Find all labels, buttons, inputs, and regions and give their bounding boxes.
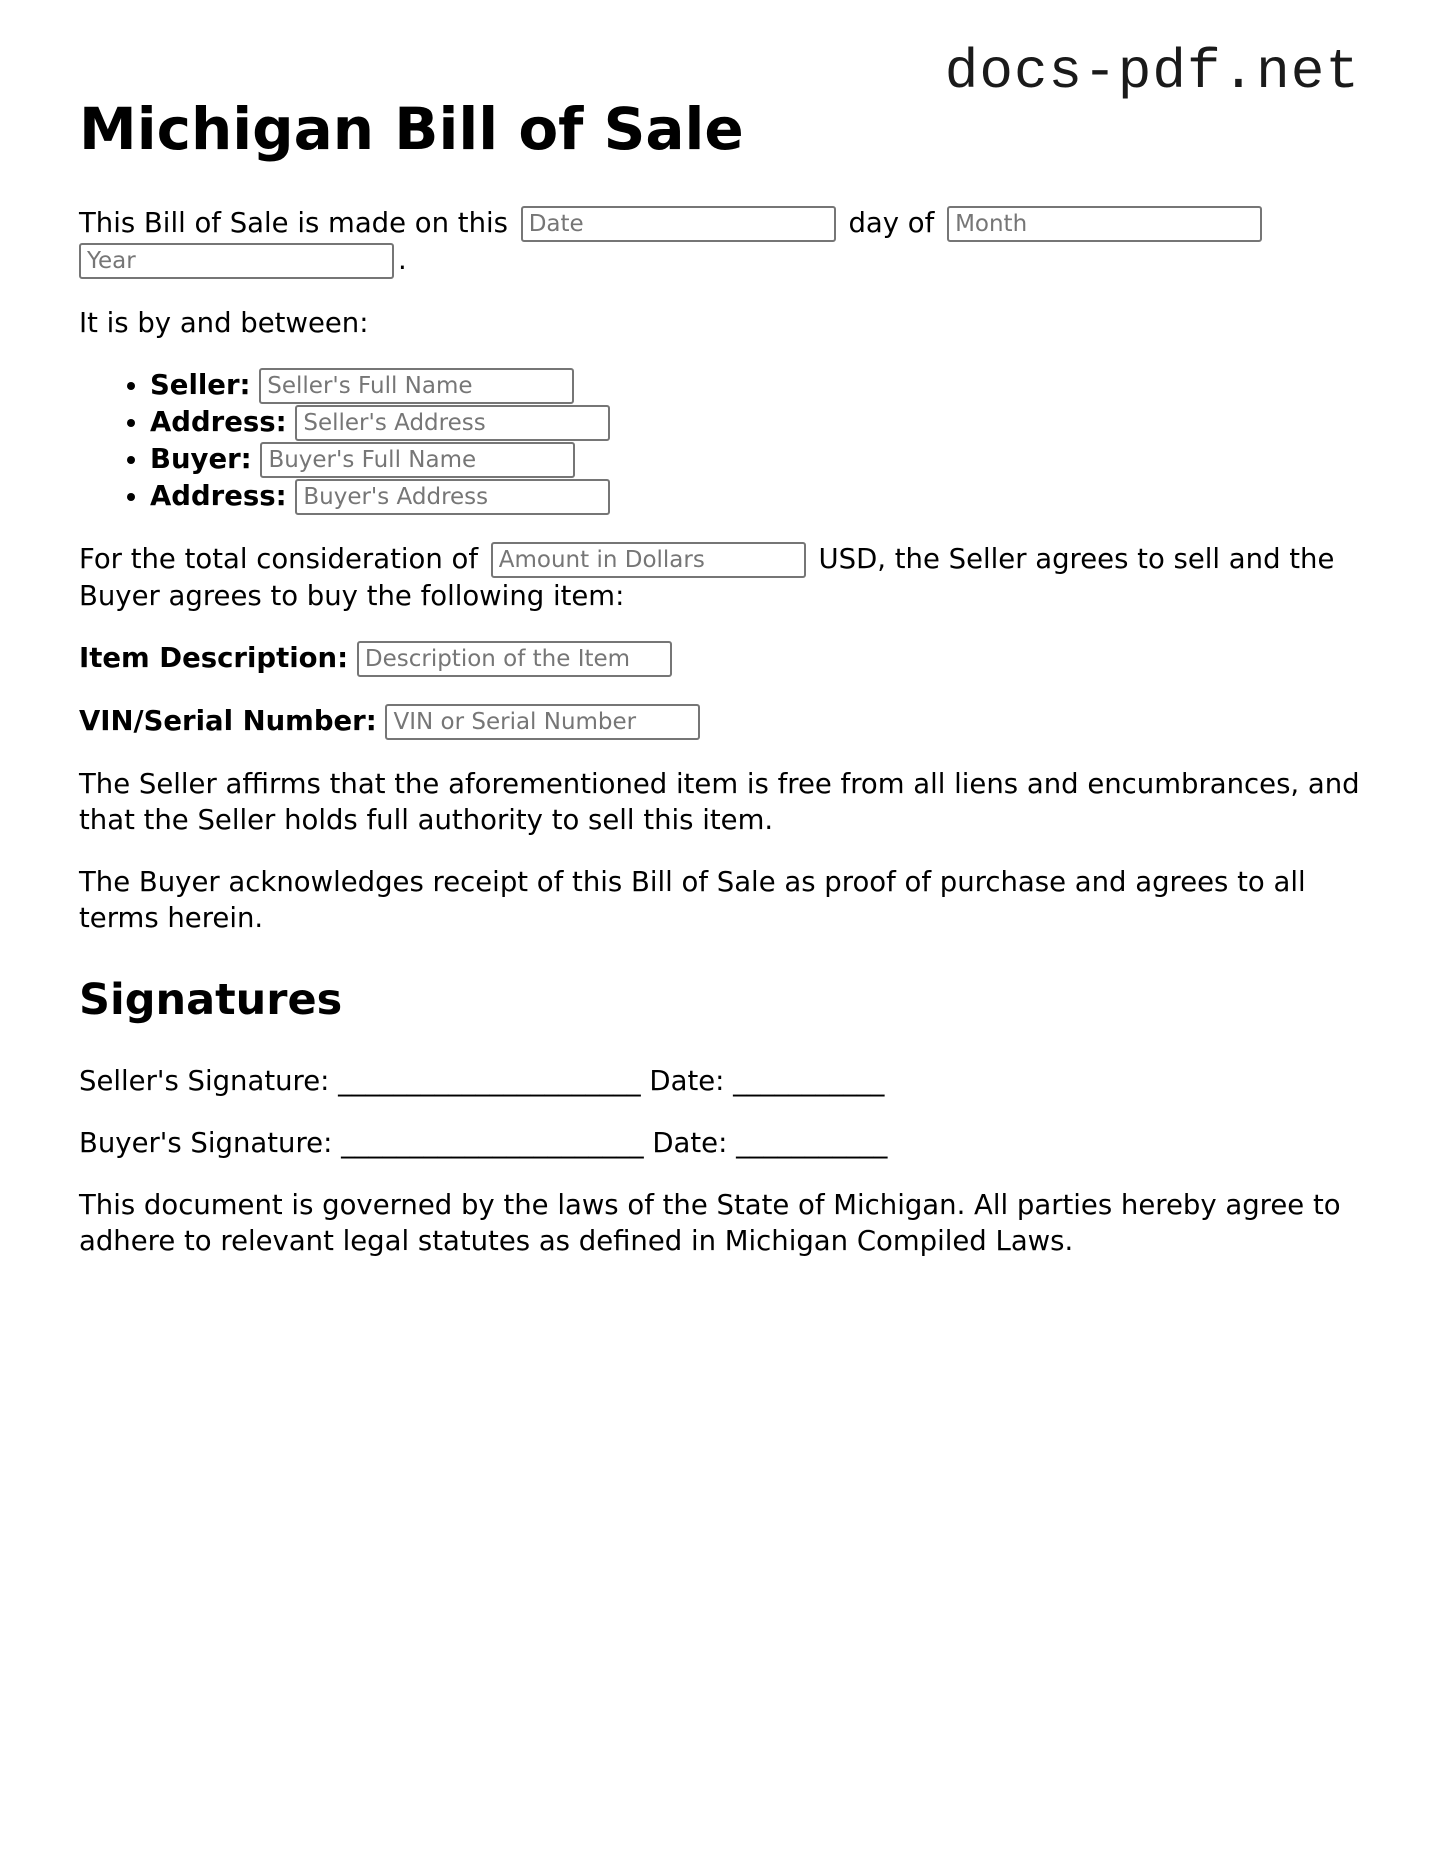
seller-address-input[interactable] [295,405,610,441]
consideration-paragraph [79,541,1369,614]
consideration-suffix: USD, the Seller agrees to sell and the Buyer agrees to buy the following item: [79,542,1335,612]
intro-day-of: day of [848,206,935,239]
signatures-heading: Signatures [79,974,343,1025]
page-title: Michigan Bill of Sale [79,95,744,163]
intro-suffix: . [398,243,407,276]
intro-prefix: This Bill of Sale is made on this [79,206,508,239]
buyer-address-label: Address: [150,479,287,512]
party-seller-address [150,404,1369,441]
year-input[interactable] [79,243,394,279]
seller-label: Seller: [150,368,251,401]
intro-paragraph [79,205,1369,279]
seller-signature-line: Seller's Signature: ______________________ Date: ___________ [79,1065,885,1098]
seller-name-input[interactable] [259,368,574,404]
item-description-row [79,640,1369,677]
seller-address-label: Address: [150,405,287,438]
buyer-signature-line: Buyer's Signature: ______________________ Date: ___________ [79,1127,888,1160]
date-input[interactable] [521,206,836,242]
month-input[interactable] [947,206,1262,242]
consideration-prefix: For the total consideration of [79,542,479,575]
document-page [79,96,1369,1285]
party-seller-name [150,367,1369,404]
affirmation-paragraph: The Seller affirms that the aforementioned item is free from all liens and encumbrances, and that the Seller holds full authority to sell this item. [79,767,1360,836]
vin-label: VIN/Serial Number: [79,704,377,737]
acknowledgement-paragraph: The Buyer acknowledges receipt of this Bill of Sale as proof of purchase and agrees to all terms herein. [79,865,1306,934]
buyer-label: Buyer: [150,442,252,475]
parties-list [79,367,1369,515]
vin-row [79,703,1369,740]
party-buyer-name [150,441,1369,478]
amount-input[interactable] [491,542,806,578]
party-buyer-address [150,478,1369,515]
vin-input[interactable] [385,704,700,740]
item-description-label: Item Description: [79,641,349,674]
buyer-name-input[interactable] [260,442,575,478]
item-description-input[interactable] [357,641,672,677]
governing-law-paragraph: This document is governed by the laws of the State of Michigan. All parties hereby agree to adhere to relevant legal statutes as defined in Michigan Compiled Laws. [79,1189,1341,1258]
watermark: docs-pdf.net [944,40,1360,104]
buyer-address-input[interactable] [295,479,610,515]
between-text: It is by and between: [79,306,369,339]
